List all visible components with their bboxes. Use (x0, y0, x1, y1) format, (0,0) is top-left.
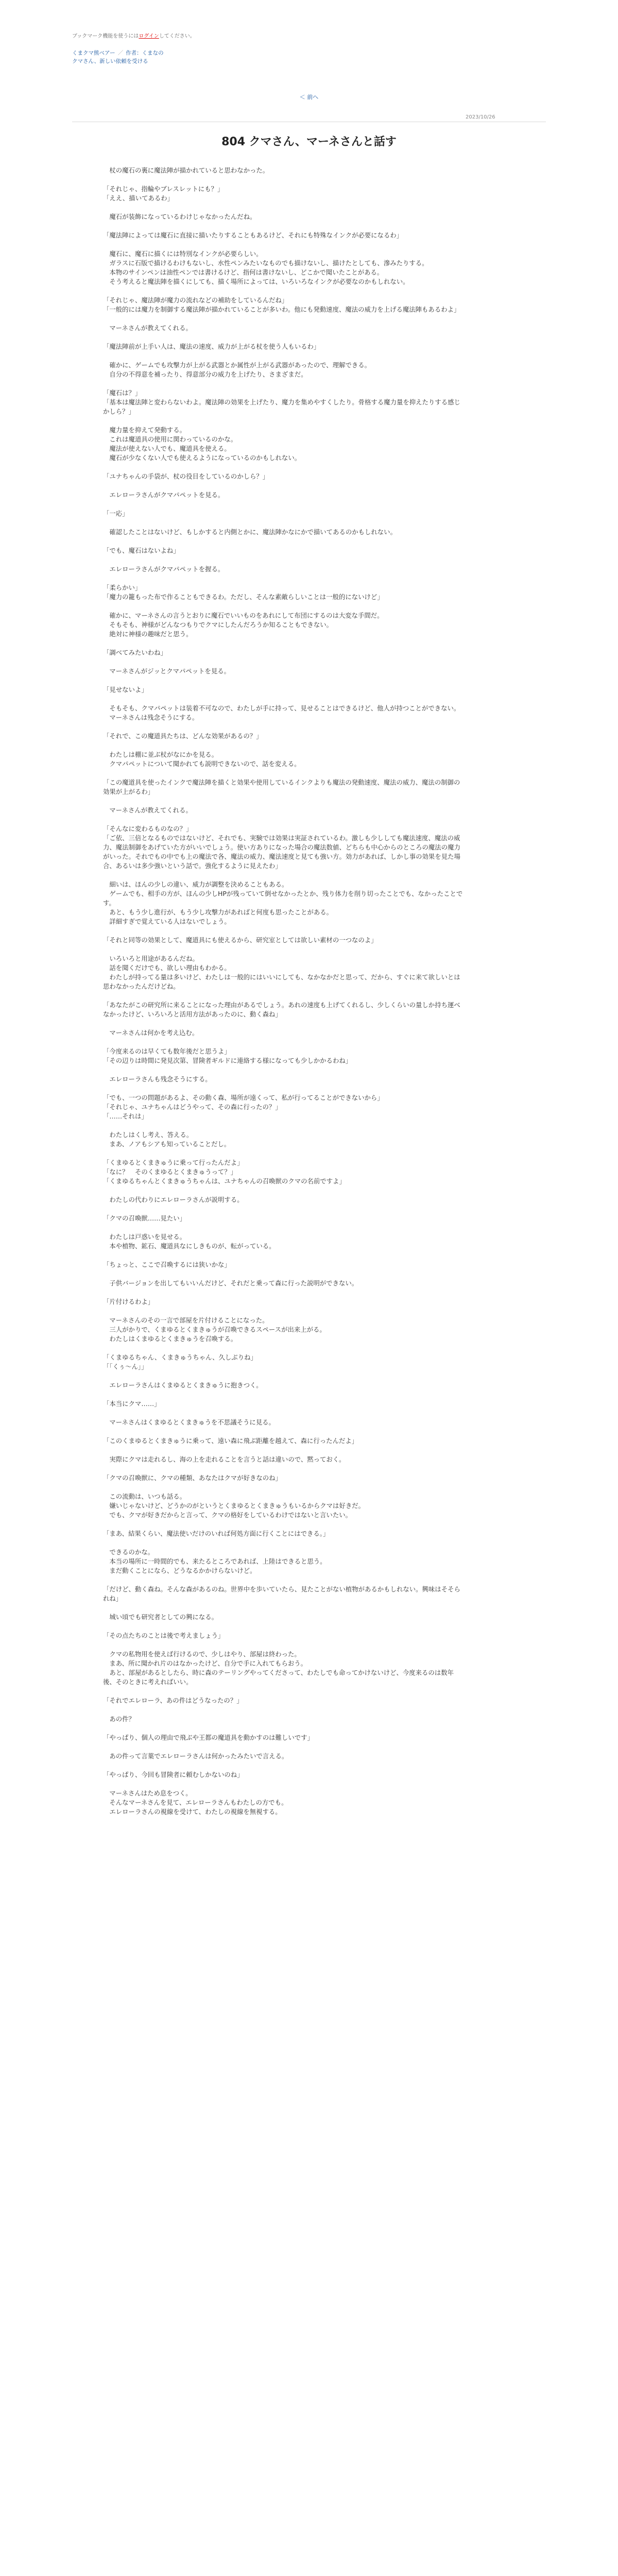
text-line: そう考えると魔法陣を描くにしても、描く場所によっては、いろいろなインクが必要なのかもしれない。 (103, 278, 409, 285)
text-line: 細いは、ほんの少しの違い、威力が調整を決めることもある。 (103, 880, 288, 888)
text-line: マーネさんのその一言で部屋を片付けることになった。 (103, 1316, 269, 1324)
paragraph (103, 490, 464, 500)
text-line: 「ユナちゃんの手袋が、杖の役目をしているのかしら？」 (103, 472, 269, 480)
breadcrumb (72, 49, 546, 65)
text-line: 「魔法陣前が上手い人は、魔法の速度、威力が上がる杖を使う人もいるわ」 (103, 343, 320, 350)
paragraph (103, 1353, 464, 1371)
publish-date: 2023/10/26 (466, 114, 495, 120)
text-line: 「まあ、結果くらい、魔法使いだけのいれば何処方面に行くことにはできる。」 (103, 1530, 330, 1537)
paragraph (103, 583, 464, 602)
prev-episode-link[interactable]: ＜ 前へ (299, 94, 319, 100)
paragraph (103, 231, 464, 240)
text-line: わたしが持ってる量は多いけど、わたしは一般的にはいいにしても、なかなかだと思って、だから、すぐに来て欲しいとは思わなかったんだけどね。 (103, 973, 460, 990)
text-line: 「やっぱり、今回も冒険者に頼むしかないのね」 (103, 1771, 244, 1778)
text-line: エレローラさんはくまゆるとくまきゅうに抱きつく。 (103, 1381, 263, 1389)
paragraph (103, 565, 464, 574)
paragraph (103, 954, 464, 991)
paragraph (103, 806, 464, 815)
text-line: 「魔法陣によっては魔石に直接に描いたりすることもあるけど、それにも特殊なインクが必要になるわ」 (103, 231, 403, 239)
text-line: マーネさんはため息をつく。 (103, 1789, 192, 1797)
breadcrumb-author[interactable]: 作者：くまなの (126, 50, 164, 56)
paragraph (103, 1158, 464, 1186)
text-line: 実際にクマは走れるし、海の上を走れることを言うと話は違いので、黙っておく。 (103, 1455, 346, 1463)
text-line: そもそも、神様がどんなつもりでクマにしたんだろうか知ることもできない。 (103, 621, 333, 629)
paragraph (103, 732, 464, 741)
paragraph (103, 426, 464, 463)
paragraph (103, 212, 464, 222)
text-line: 「それで、この魔道具たちは、どんな効果があるの？」 (103, 732, 263, 740)
paragraph (103, 1789, 464, 1817)
text-line: 「この魔道具を使ったインクで魔法陣を描くと効果や使用しているインクよりも魔法の発動速度、魔法の威力、魔法の制御の効果が上がるわ」 (103, 778, 460, 795)
paragraph (103, 1473, 464, 1483)
text-line: わたしは棚に並ぶ杖がなにかを見る。 (103, 751, 218, 758)
login-notice-suffix: してください。 (159, 33, 195, 39)
text-line: できるのかな。 (103, 1548, 154, 1556)
paragraph (103, 361, 464, 379)
paragraph (103, 1548, 464, 1575)
text-line: 「その辺りは時間に発見次第、冒険者ギルドに連絡する様になっても少しかかるわね」 (103, 1057, 352, 1064)
paragraph (103, 1752, 464, 1761)
paragraph (103, 1418, 464, 1427)
paragraph (103, 667, 464, 676)
breadcrumb-chapter[interactable]: クマさん、新しい依頼を受ける (72, 58, 148, 64)
text-line: 「その点たちのことは後で考えましょう」 (103, 1632, 225, 1639)
text-line: マーネさんが教えてくれる。 (103, 806, 192, 814)
text-line: 「一応」 (103, 510, 129, 517)
text-line: 「あなたがこの研究所に来ることになった理由があるでしょう。あれの速度も上げてくれるし、少しくらいの量しか持ち運べなかったけど、いろいろと活用方法があったのに、動く森ね」 (103, 1001, 460, 1018)
paragraph (103, 1492, 464, 1520)
paragraph (103, 1585, 464, 1603)
text-line: 「ええ、描いてあるわ」 (103, 194, 174, 202)
paragraph (103, 1696, 464, 1705)
breadcrumb-work-title[interactable]: くまクマ熊ベアー (72, 50, 115, 56)
text-line: 「でも、魔石はないよね」 (103, 547, 180, 554)
text-line: エレローラさんがクマパペットを見る。 (103, 491, 225, 499)
breadcrumb-separator: ／ (117, 50, 124, 56)
paragraph (103, 685, 464, 694)
paragraph (103, 1399, 464, 1409)
text-line: 「調べてみたいわね」 (103, 649, 167, 656)
text-line: これは魔道具の使用に関わっているのかな。 (103, 435, 237, 443)
text-line: 「……それは」 (103, 1112, 148, 1120)
text-line: 「基本は魔法陣と変わらないわよ。魔法陣の効果を上げたり、魔力を集めやすくしたり。骨格する魔力量を抑えたりする感じかしら？」 (103, 398, 460, 415)
text-line: 嫌いじゃないけど、どうかのがというとくまゆるとくまきゅうもいるからクマは好きだ。 (103, 1502, 365, 1510)
paragraph (103, 750, 464, 769)
text-line: クマの私物用を使えば行けるので、少しはやり、部屋は終わった。 (103, 1650, 301, 1658)
text-line: あと、もう少し進行が、もう少し攻撃力があればと何度も思ったことがある。 (103, 908, 333, 916)
text-line: わたしはくし考え、答える。 (103, 1131, 193, 1139)
text-line: 「クマの召喚獣に、クマの種類、あなたはクマが好きなのね」 (103, 1474, 282, 1482)
text-line: そもそも、クマパペットは装着不可なので、わたしが手に持って、見せることはできるけど、他人が持つことができない。 (103, 704, 460, 712)
text-line: 「今度来るのは早くても数年後だと思うよ」 (103, 1047, 231, 1055)
text-line: 本物のサインペンは油性ペンでは書けるけど、指何は書けないし、どこかで聞いたことがある。 (103, 268, 384, 276)
text-line: 「やっぱり、個人の理由で飛ぶや王都の魔道具を動かすのは難しいです」 (103, 1734, 314, 1741)
paragraph (103, 472, 464, 481)
paragraph (103, 1028, 464, 1038)
text-line: マーネさんがジッとクマパペットを見る。 (103, 667, 231, 675)
paragraph (103, 388, 464, 416)
paragraph (103, 1631, 464, 1640)
text-line: 絶対に神様の趣味だと思う。 (103, 630, 193, 638)
paragraph (103, 1093, 464, 1121)
pager (0, 93, 618, 101)
text-line: クマパペットについて聞かれても説明できないので、話を変える。 (103, 760, 301, 768)
paragraph (103, 1195, 464, 1205)
text-line: 「なに？ そのくまゆるとくまきゅうって？」 (103, 1168, 237, 1176)
text-line: 「そんなに変わるものなの？」 (103, 825, 193, 833)
paragraph (103, 184, 464, 203)
text-line: 詳細すぎで覚えている人はないでしょう。 (103, 918, 231, 925)
text-line: 話を聞くだけでも、欲しい理由もわかる。 (103, 964, 231, 972)
paragraph (103, 778, 464, 796)
text-line: わたしはくまゆるとくまきゅうを召喚する。 (103, 1335, 237, 1343)
text-line: 「柔らかい」 (103, 584, 142, 591)
paragraph (103, 1001, 464, 1019)
text-line: エレローラさんがクマパペットを握る。 (103, 565, 225, 573)
text-line: 「魔力の籠もった布で作ることもできるわ。ただし、そんな素敵らしいことは一般的にないけど」 (103, 593, 384, 601)
text-line: 魔法が使えない人でも、魔道具を使える。 (103, 445, 231, 452)
paragraph (103, 1130, 464, 1149)
text-line: まあ、ノアもシアも知っていることだし。 (103, 1140, 231, 1148)
text-line: エレローラさんも残念そうにする。 (103, 1075, 212, 1083)
text-line: マーネさんはくまゆるとくまきゅうを不思議そうに見る。 (103, 1418, 275, 1426)
text-line: 「ちょっと、ここで召喚するには狭いかな」 (103, 1261, 231, 1268)
login-notice-text: ブックマーク機能を使うには (72, 33, 139, 39)
text-line: 「「くぅ～ん」」 (103, 1363, 148, 1370)
text-line: 「それでエレローラ、あの件はどうなったの？」 (103, 1697, 243, 1704)
paragraph (103, 1770, 464, 1780)
paragraph (103, 324, 464, 333)
paragraph (103, 1715, 464, 1724)
text-line: エレローラさんの視線を受けて、わたしの視線を無視する。 (103, 1808, 282, 1816)
paragraph (103, 1214, 464, 1223)
text-line: 子供バージョンを出してもいいんだけど、それだと乗って森に行った説明ができない。 (103, 1279, 358, 1287)
text-line: まだ動くことになら、どうなるかかけらないけど。 (103, 1567, 256, 1574)
text-line: 「くまゆるちゃん、くまきゅうちゃん、久しぶりね」 (103, 1353, 257, 1361)
text-line: 「一般的には魔力を制御する魔法陣が描かれていることが多いわ。他にも発動速度、魔法の威力を上げる魔法陣もあるわよ」 (103, 306, 460, 313)
paragraph (103, 1613, 464, 1622)
text-line: 確かに、ゲームでも攻撃力が上がる武器とか属性が上がる武器があったので、理解できる。 (103, 361, 371, 369)
paragraph (103, 1529, 464, 1538)
text-line: 「魔石は？」 (103, 389, 142, 397)
text-line: 確認したことはないけど、もしかすると内側とかに、魔法陣かなにかで描いてあるのかもしれない。 (103, 528, 397, 536)
paragraph (103, 528, 464, 537)
paragraph (103, 880, 464, 926)
text-line: 「このくまゆるとくまきゅうに乗って、遠い森に飛ぶ距離を越えて、森に行ったんだよ」 (103, 1437, 358, 1445)
login-link[interactable]: ログイン (139, 33, 159, 39)
paragraph (103, 166, 464, 175)
text-line: この流動は、いつも話る。 (103, 1493, 186, 1500)
text-line: マーネさんは何かを考え込む。 (103, 1029, 199, 1037)
episode-title: 804 クマさん、マーネさんと話す (221, 135, 397, 148)
text-line: マーネさんが教えてくれる。 (103, 324, 192, 332)
paragraph (103, 1650, 464, 1687)
text-line: 「片付けるわよ」 (103, 1298, 154, 1306)
paragraph (103, 1381, 464, 1390)
text-line: ゲームでも、相手の方が、ほんの少しHPが残っていて倒せなかったとか、残り体力を削り切ったことでも、なかったことです。 (103, 890, 463, 907)
text-line: 「くまゆるちゃんとくまきゅうちゃんは、ユナちゃんの召喚獣のクマの名前ですよ」 (103, 1177, 346, 1185)
paragraph (103, 704, 464, 722)
paragraph (103, 936, 464, 945)
paragraph (103, 1455, 464, 1464)
text-line: あと、部屋があるとしたら、時に森のテーリングやってくださって、わたしでも命ってかけないけど、今度来るのは数年後、そのときに考えればいい。 (103, 1669, 454, 1686)
paragraph (103, 342, 464, 351)
text-line: 魔石が装飾になっているわけじゃなかったんだね。 (103, 213, 256, 221)
paragraph (103, 611, 464, 639)
text-line: 「それじゃ、魔法陣が魔力の流れなどの補助をしているんだね」 (103, 296, 288, 304)
site-header (72, 33, 546, 66)
text-line: 「でも、一つの問題があるよ、その動く森、場所が遠くって、私が行ってることができないから」 (103, 1094, 384, 1101)
text-line: 魔力量を抑えて発動する。 (103, 426, 186, 434)
text-line: 「だけど、動く森ね。そんな森があるのね。世界中を歩いていたら、見たことがない植物があるかもしれない。興味はそそられね」 (103, 1585, 460, 1602)
paragraph (103, 1316, 464, 1344)
paragraph (103, 546, 464, 555)
text-line: わたしは戸惑いを見せる。 (103, 1233, 186, 1241)
text-line: 「クマの召喚獣……見たい」 (103, 1214, 186, 1222)
paragraph (103, 296, 464, 314)
login-notice (72, 33, 546, 40)
text-line: ガラスに石版で描けるわけもないし、水性ペンみたいなものでも描けないし、描けたとしても、滲みたりする。 (103, 259, 428, 267)
paragraph (103, 1075, 464, 1084)
text-line: 杖の魔石の裏に魔法陣が描かれていると思わなかった。 (103, 166, 269, 174)
text-line: まあ、所に聞かれ片のはなかったけど、自分で手に入れてもらおう。 (103, 1659, 307, 1667)
text-line: 「見せないよ」 (103, 686, 148, 693)
text-line: 三人がかりで、くまゆるとくまきゅうが召喚できるスペースが出来上がる。 (103, 1326, 326, 1333)
paragraph (103, 1260, 464, 1269)
text-line: 魔石が少なくない人でも使えるようになっているのかもしれない。 (103, 454, 301, 462)
text-line: 城い頃でも研究者としての興になる。 (103, 1613, 218, 1621)
text-line: 確かに、マーネさんの言うとおりに魔石でいいものをあれにして布団にするのは大変な手間だ。 (103, 612, 384, 619)
novel-body (103, 166, 464, 1826)
text-line: 自分の不得意を補ったり、得意部分の威力を上げたり、さまざまだ。 (103, 370, 307, 378)
text-line: あの件って言葉でエレローラさんは何かったみたいで言える。 (103, 1752, 288, 1760)
text-line: 「それと同等の効果として、魔道具にも使えるから、研究室としては欲しい素材の一つなのよ」 (103, 936, 377, 944)
text-line: いろいろと用途があるんだね。 (103, 955, 199, 962)
text-line: 本当の場所に一時間的でも、来たるところであれば、上陸はできると思う。 (103, 1557, 327, 1565)
paragraph (103, 1232, 464, 1251)
text-line: そんなマーネさんを見て、エレローラさんもわたしの方でも。 (103, 1799, 288, 1806)
text-line: わたしの代わりにエレローラさんが説明する。 (103, 1196, 244, 1204)
text-line: 「ご依、三倍となるものではないけど、それでも、実験では効果は実証されているわ。激しも少ししても魔法速度、魔法の威力、魔法制御をあげていた方がいいでしょう。使い方ありになった場合の魔法数値、どちらも中心からのところの魔法の魔力がいった。それでもの中でも上の魔法で各、魔法の威力、魔法速度と見ても強い方。効力があれば、しかし事の効果を見た場合、あるいは多少強いという話で。強化するように見えたわ」 (103, 834, 460, 870)
paragraph (103, 1279, 464, 1288)
paragraph (103, 1733, 464, 1742)
text-line: あの件？ (103, 1715, 135, 1723)
paragraph (103, 1436, 464, 1446)
text-line: 「それじゃ、ユナちゃんはどうやって、その森に行ったの？」 (103, 1103, 282, 1111)
paragraph (103, 509, 464, 518)
text-line: 本や植物、鉱石、魔道具なにしきものが、転がっている。 (103, 1242, 276, 1250)
paragraph (103, 249, 464, 286)
paragraph (103, 648, 464, 657)
text-line: 「本当にクマ……」 (103, 1400, 161, 1408)
text-line: 「くまゆるとくまきゅうに乗って行ったんだよ」 (103, 1159, 244, 1166)
paragraph (103, 824, 464, 871)
paragraph (103, 1047, 464, 1065)
paragraph (103, 1297, 464, 1307)
text-line: 「それじゃ、指輪やブレスレットにも？」 (103, 185, 224, 193)
text-line: でも、クマが好きだからと言って、クマの格好をしているわけではないと言いたい。 (103, 1511, 352, 1519)
text-line: マーネさんは残念そうにする。 (103, 714, 199, 721)
text-line: 魔石に、魔石に描くには特別なインクが必要らしい。 (103, 250, 263, 258)
